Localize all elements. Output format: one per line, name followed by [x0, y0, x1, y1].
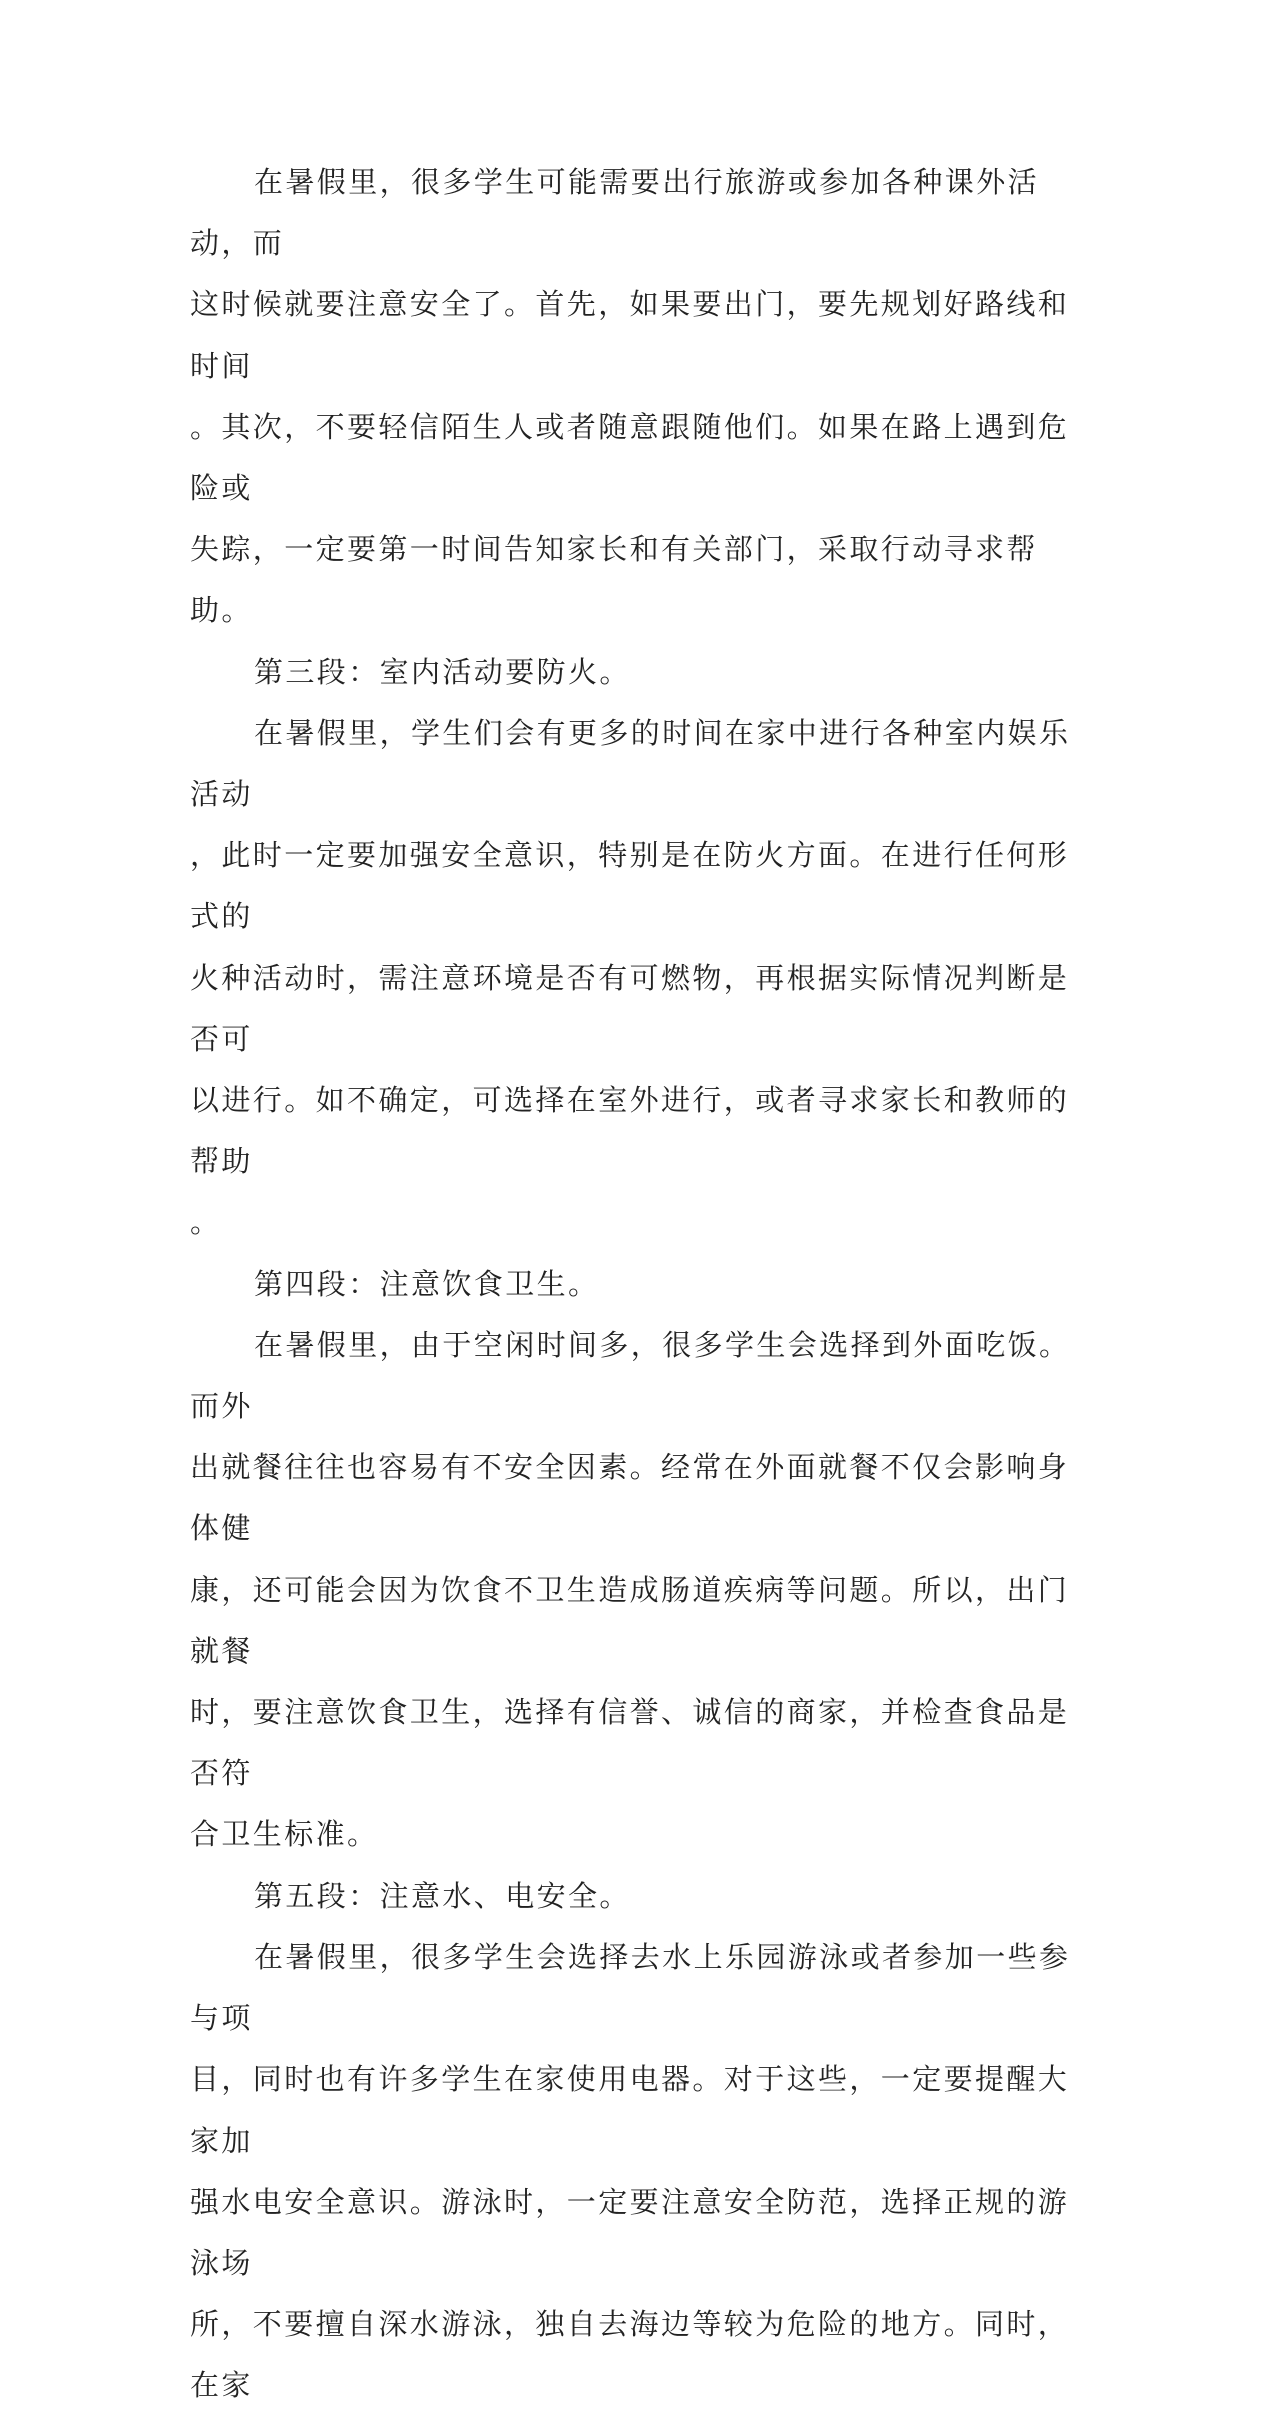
paragraph-water-electric-safety: 在暑假里，很多学生会选择去水上乐园游泳或者参加一些参与项 目，同时也有许多学生在家使用电器。对于这些，一定要提醒大家加 强水电安全意识。游泳时，一定要注意安全防范，选择正规的游泳场 所，不要擅自深水游泳，独自去海边等较为危险的地方。同时，在家 — [190, 1939, 1071, 2403]
section-heading-fire-prevention: 第三段：室内活动要防火。 — [254, 654, 631, 689]
document-body — [190, 152, 1080, 2417]
paragraph-travel-safety: 在暑假里，很多学生可能需要出行旅游或参加各种课外活动，而 这时候就要注意安全了。首先，如果要出门，要先规划好路线和时间 。其次，不要轻信陌生人或者随意跟随他们。如果在路上遇到危险或 失踪，一定要第一时间告知家长和有关部门，采取行动寻求帮助。 — [190, 165, 1070, 628]
paragraph-food-hygiene: 在暑假里，由于空闲时间多，很多学生会选择到外面吃饭。而外 出就餐往往也容易有不安全因素。经常在外面就餐不仅会影响身体健 康，还可能会因为饮食不卫生造成肠道疾病等问题。所以，出门就餐 时，要注意饮食卫生，选择有信誉、诚信的商家，并检查食品是否符 合卫生标准。 — [190, 1327, 1071, 1852]
paragraph-fire-prevention: 在暑假里，学生们会有更多的时间在家中进行各种室内娱乐活动 ，此时一定要加强安全意识，特别是在防火方面。在进行任何形式的 火种活动时，需注意环境是否有可燃物，再根据实际情况判断是否可 以进行。如不确定，可选择在室外进行，或者寻求家长和教师的帮助 。 — [190, 715, 1071, 1240]
section-heading-food-hygiene: 第四段：注意饮食卫生。 — [254, 1266, 600, 1301]
section-heading-water-electric-safety: 第五段：注意水、电安全。 — [254, 1878, 631, 1913]
